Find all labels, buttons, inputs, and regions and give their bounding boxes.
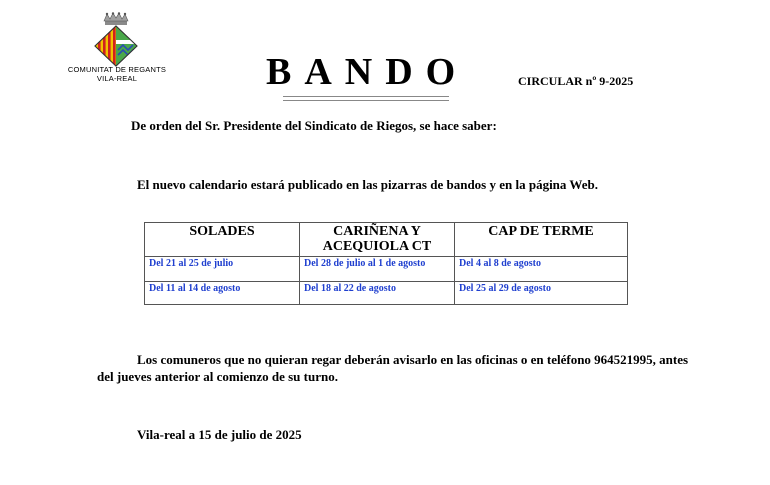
calendar-note: El nuevo calendario estará publicado en las pizarras de bandos y en la página Web. [137,177,598,192]
table-cell: Del 11 al 14 de agosto [145,282,300,305]
table-cell: Del 21 al 25 de julio [145,257,300,282]
header-cap-de-terme: CAP DE TERME [455,223,628,257]
coat-of-arms-logo [88,12,144,68]
header-carinena: CARIÑENA Y ACEQUIOLA CT [300,223,455,257]
org-name-line1: COMUNITAT DE REGANTS [67,65,167,74]
table-cell: Del 4 al 8 de agosto [455,257,628,282]
table-row [145,282,628,305]
org-name-line2: VILA-REAL [96,74,138,83]
crown-icon [104,12,128,25]
notice-text: Los comuneros que no quieran regar deberán avisarlo en las oficinas o en teléfono 964521995, antes del jueves anterior al comienzo de su turno. [97,352,689,384]
schedule-table [144,222,628,305]
shield-icon [95,26,137,66]
date-line: Vila-real a 15 de julio de 2025 [137,427,302,442]
circular-number: CIRCULAR nº 9-2025 [518,74,634,88]
table-row [145,257,628,282]
table-cell: Del 25 al 29 de agosto [455,282,628,305]
title-underline [283,96,449,101]
table-cell: Del 18 al 22 de agosto [300,282,455,305]
header-solades: SOLADES [145,223,300,257]
page-title: BANDO [266,51,469,93]
org-name [52,65,182,83]
table-cell: Del 28 de julio al 1 de agosto [300,257,455,282]
table-header-row [145,223,628,257]
intro-text: De orden del Sr. Presidente del Sindicato de Riegos, se hace saber: [131,118,497,133]
